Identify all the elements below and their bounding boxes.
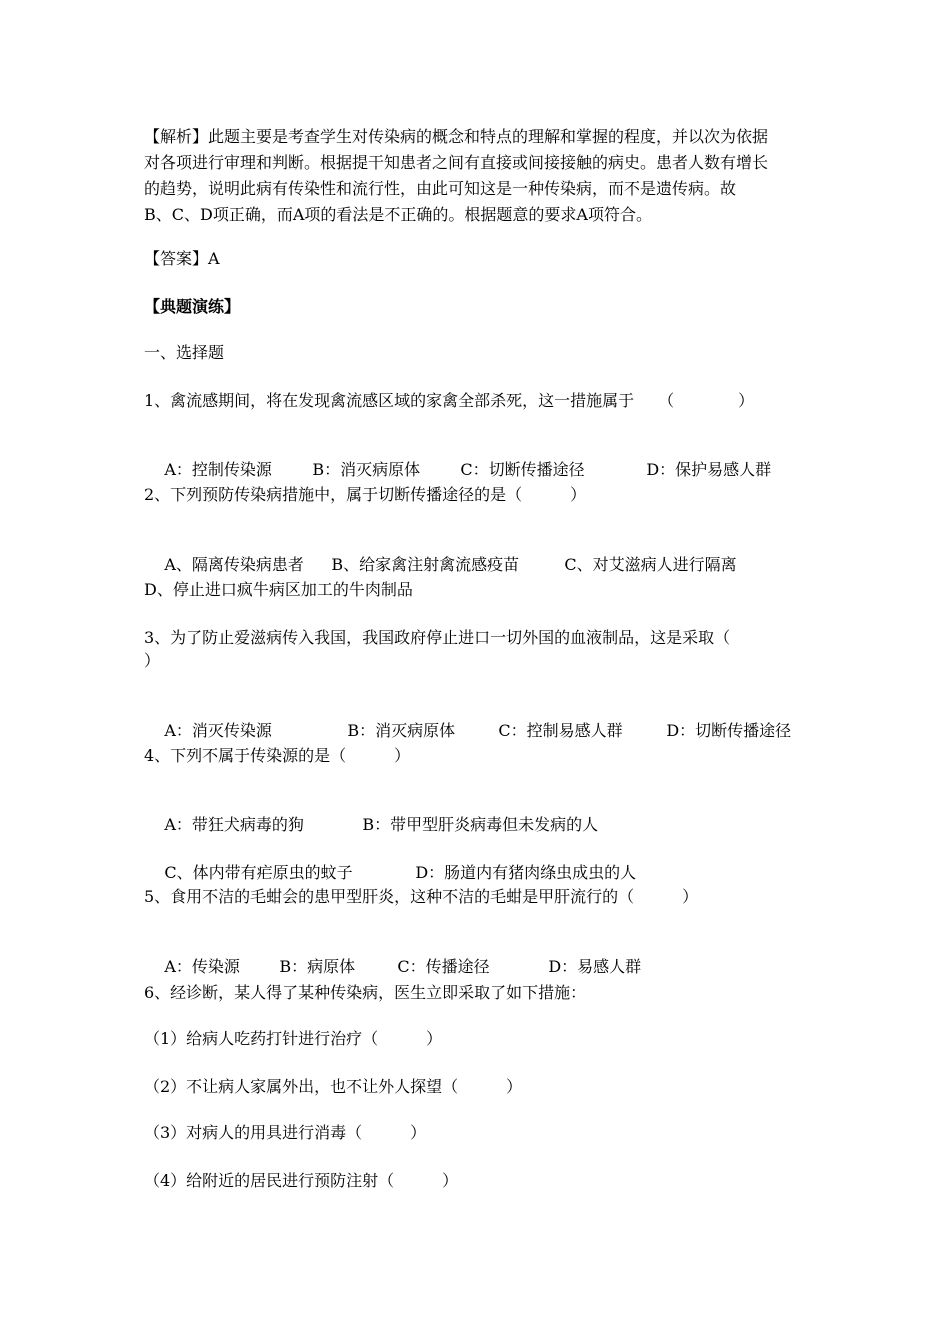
section-title: 一、选择题 — [144, 343, 225, 362]
q3-stem-line-2: ） — [144, 651, 161, 670]
q3-option-d: D：切断传播途径 — [666, 721, 792, 740]
q1-option-c: C：切断传播途径 — [460, 460, 585, 479]
q2-option-b: B、给家禽注射禽流感疫苗 — [331, 555, 520, 574]
q6-stem: 6、经诊断，某人得了某种传染病，医生立即采取了如下措施： — [144, 983, 587, 1002]
q2-stem: 2、下列预防传染病措施中，属于切断传播途径的是（ ） — [144, 485, 587, 504]
analysis-line-3: 的趋势，说明此病有传染性和流行性，由此可知这是一种传染病，而不是遗传病。故 — [144, 179, 737, 198]
q1-option-a: A：控制传染源 — [164, 460, 272, 479]
q2-option-c: C、对艾滋病人进行隔离 — [564, 555, 737, 574]
q3-stem-line-1: 3、为了防止爱滋病传入我国，我国政府停止进口一切外国的血液制品，这是采取（ — [144, 628, 731, 647]
q4-stem: 4、下列不属于传染源的是（ ） — [144, 746, 411, 765]
practice-heading: 【典题演练】 — [144, 297, 241, 316]
analysis-line-2: 对各项进行审理和判断。根据提干知患者之间有直接或间接接触的病史。患者人数有增长 — [144, 153, 769, 172]
q5-stem: 5、食用不洁的毛蚶会的患甲型肝炎，这种不洁的毛蚶是甲肝流行的（ ） — [144, 887, 699, 906]
q4-option-a: A：带狂犬病毒的狗 — [164, 815, 304, 834]
q3-option-a: A：消灭传染源 — [164, 721, 272, 740]
q6-item-2: （2）不让病人家属外出，也不让外人探望（ ） — [144, 1077, 523, 1096]
q3-option-b: B：消灭病原体 — [347, 721, 456, 740]
q6-item-4: （4）给附近的居民进行预防注射（ ） — [144, 1171, 459, 1190]
q4-option-c: C、体内带有疟原虫的蚊子 — [164, 863, 353, 882]
q4-option-d: D：肠道内有猪肉绦虫成虫的人 — [415, 863, 637, 882]
q1-stem: 1、禽流感期间，将在发现禽流感区域的家禽全部杀死，这一措施属于 （ ） — [144, 391, 755, 410]
q3-option-c: C：控制易感人群 — [498, 721, 623, 740]
q5-option-d: D：易感人群 — [548, 957, 642, 976]
q5-option-b: B：病原体 — [279, 957, 356, 976]
answer-text: 【答案】A — [144, 249, 220, 268]
q1-option-d: D：保护易感人群 — [646, 460, 772, 479]
q4-option-b: B：带甲型肝炎病毒但未发病的人 — [362, 815, 599, 834]
q1-option-b: B：消灭病原体 — [312, 460, 421, 479]
q2-option-a: A、隔离传染病患者 — [164, 555, 304, 574]
q6-item-3: （3）对病人的用具进行消毒（ ） — [144, 1123, 427, 1142]
analysis-line-4: B、C、D项正确，而A项的看法是不正确的。根据题意的要求A项符合。 — [144, 205, 652, 224]
analysis-line-1: 【解析】此题主要是考查学生对传染病的概念和特点的理解和掌握的程度，并以次为依据 — [144, 127, 769, 146]
q6-item-1: （1）给病人吃药打针进行治疗（ ） — [144, 1029, 443, 1048]
q2-option-d: D、停止进口疯牛病区加工的牛肉制品 — [144, 580, 413, 599]
q5-option-a: A：传染源 — [164, 957, 240, 976]
q5-option-c: C：传播途径 — [397, 957, 490, 976]
